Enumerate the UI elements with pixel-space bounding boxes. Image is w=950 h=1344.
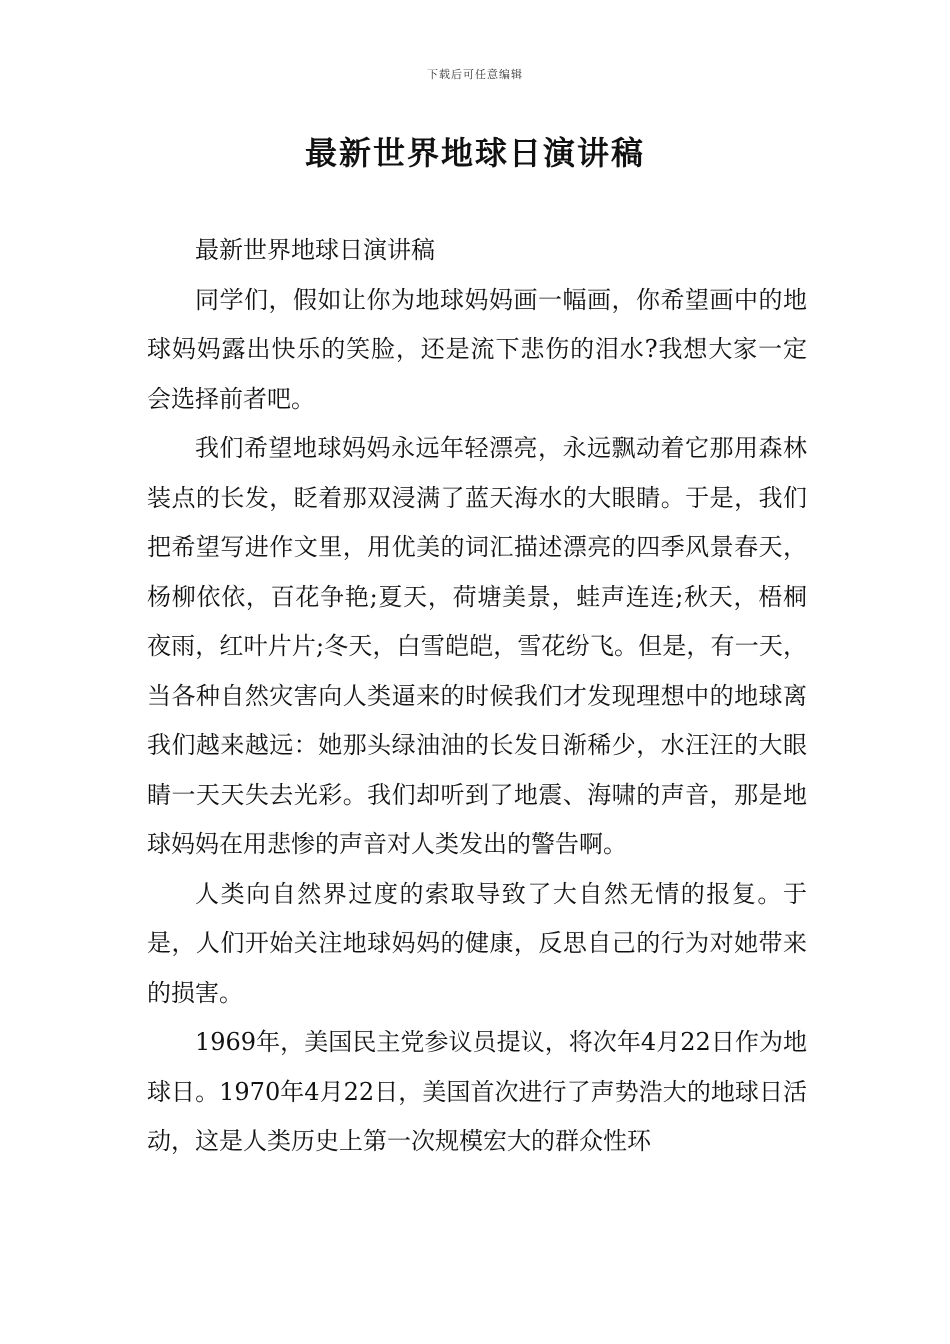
page-header-note: 下载后可任意编辑	[427, 68, 523, 81]
document-title: 最新世界地球日演讲稿	[304, 134, 645, 172]
paragraph-subtitle: 最新世界地球日演讲稿	[195, 236, 435, 264]
paragraph: 同学们，假如让你为地球妈妈画一幅画，你希望画中的地球妈妈露出快乐的笑脸，还是流下悲伤的泪水?我想大家一定会选择前者吧。	[147, 285, 807, 413]
paragraph: 我们希望地球妈妈永远年轻漂亮，永远飘动着它那用森林装点的长发，眨着那双浸满了蓝天海水的大眼睛。于是，我们把希望写进作文里，用优美的词汇描述漂亮的四季风景春天，杨柳依依，百花争艳;夏天，荷塘美景，蛙声连连;秋天，梧桐夜雨，红叶片片;冬天，白雪皑皑，雪花纷飞。但是，有一天，当各种自然灾害向人类逼来的时候我们才发现理想中的地球离我们越来越远：她那头绿油油的长发日渐稀少，水汪汪的大眼睛一天天失去光彩。我们却听到了地震、海啸的声音，那是地球妈妈在用悲惨的声音对人类发出的警告啊。	[147, 434, 807, 858]
paragraph: 1969年，美国民主党参议员提议，将次年4月22日作为地球日。1970年4月22日，美国首次进行了声势浩大的地球日活动，这是人类历史上第一次规模宏大的群众性环	[147, 1028, 807, 1155]
paragraph: 人类向自然界过度的索取导致了大自然无情的报复。于是，人们开始关注地球妈妈的健康，反思自己的行为对她带来的损害。	[147, 879, 807, 1007]
document-body	[147, 226, 807, 1167]
